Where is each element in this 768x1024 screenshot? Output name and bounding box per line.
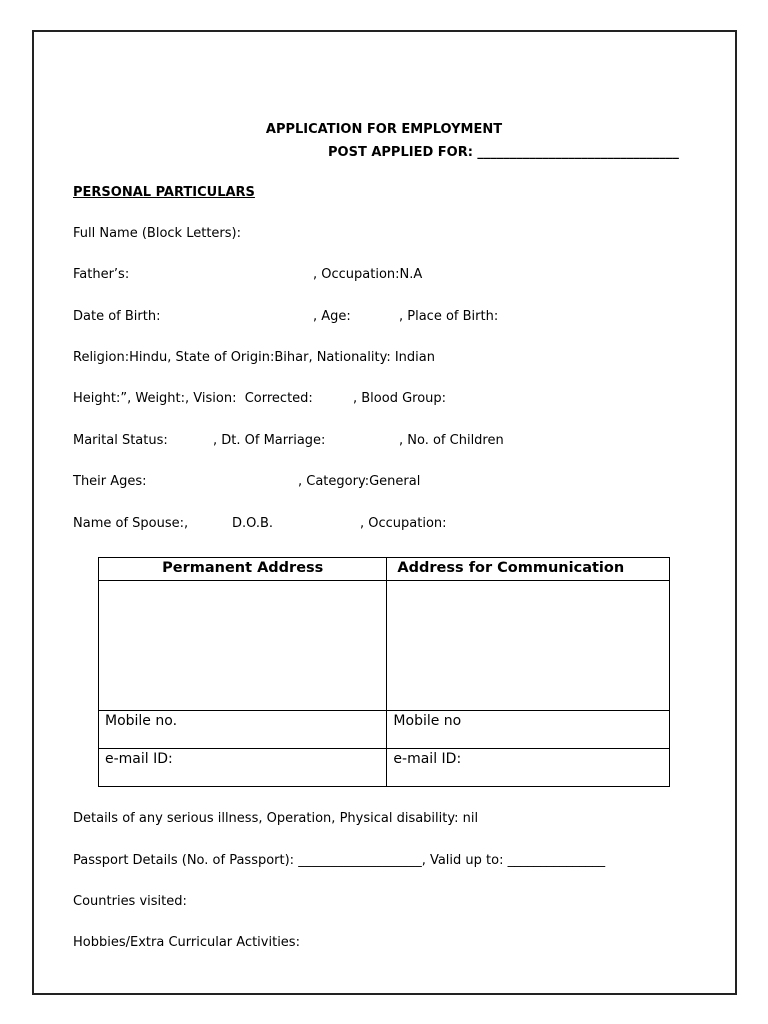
hobbies-label: Hobbies/Extra Curricular Activities:: [73, 935, 300, 950]
permanent-address-header: Permanent Address: [99, 558, 387, 581]
communication-mobile-cell[interactable]: Mobile no: [387, 711, 670, 749]
category-label: , Category:General: [298, 474, 421, 489]
fathers-occupation-label: , Occupation:N.A: [313, 267, 423, 282]
blood-group-label: , Blood Group:: [353, 391, 447, 406]
spouse-dob-label: D.O.B.: [232, 516, 274, 531]
communication-address-cell[interactable]: [387, 581, 670, 711]
form-title: APPLICATION FOR EMPLOYMENT: [265, 122, 503, 137]
section-heading-personal-particulars: PERSONAL PARTICULARS: [73, 185, 255, 200]
full-name-label: Full Name (Block Letters):: [73, 226, 241, 241]
spouse-occupation-label: , Occupation:: [360, 516, 447, 531]
date-of-marriage-label: , Dt. Of Marriage:: [213, 433, 326, 448]
post-applied-field[interactable]: POST APPLIED FOR: _______________________________: [328, 145, 679, 160]
page-border: [32, 30, 737, 995]
fathers-label: Father’s:: [73, 267, 130, 282]
email-row: [99, 749, 670, 787]
countries-visited-label: Countries visited:: [73, 894, 187, 909]
no-of-children-label: , No. of Children: [399, 433, 504, 448]
passport-line[interactable]: Passport Details (No. of Passport): ___________________, Valid up to: _______________: [73, 853, 606, 868]
permanent-address-cell[interactable]: [99, 581, 387, 711]
address-table: [98, 557, 670, 787]
height-weight-line: Height:”, Weight:, Vision: Corrected:: [73, 391, 313, 406]
age-label: , Age:: [313, 309, 351, 324]
dob-label: Date of Birth:: [73, 309, 161, 324]
illness-line: Details of any serious illness, Operation, Physical disability: nil: [73, 811, 479, 826]
permanent-mobile-cell[interactable]: Mobile no.: [99, 711, 387, 749]
mobile-row: [99, 711, 670, 749]
marital-status-label: Marital Status:: [73, 433, 168, 448]
communication-address-header: Address for Communication: [387, 558, 670, 581]
address-body-row: [99, 581, 670, 711]
address-table-header-row: [99, 558, 670, 581]
permanent-email-cell[interactable]: e-mail ID:: [99, 749, 387, 787]
religion-line: Religion:Hindu, State of Origin:Bihar, Nationality: Indian: [73, 350, 435, 365]
their-ages-label: Their Ages:: [73, 474, 147, 489]
spouse-name-label: Name of Spouse:,: [73, 516, 189, 531]
place-of-birth-label: , Place of Birth:: [399, 309, 499, 324]
communication-email-cell[interactable]: e-mail ID:: [387, 749, 670, 787]
